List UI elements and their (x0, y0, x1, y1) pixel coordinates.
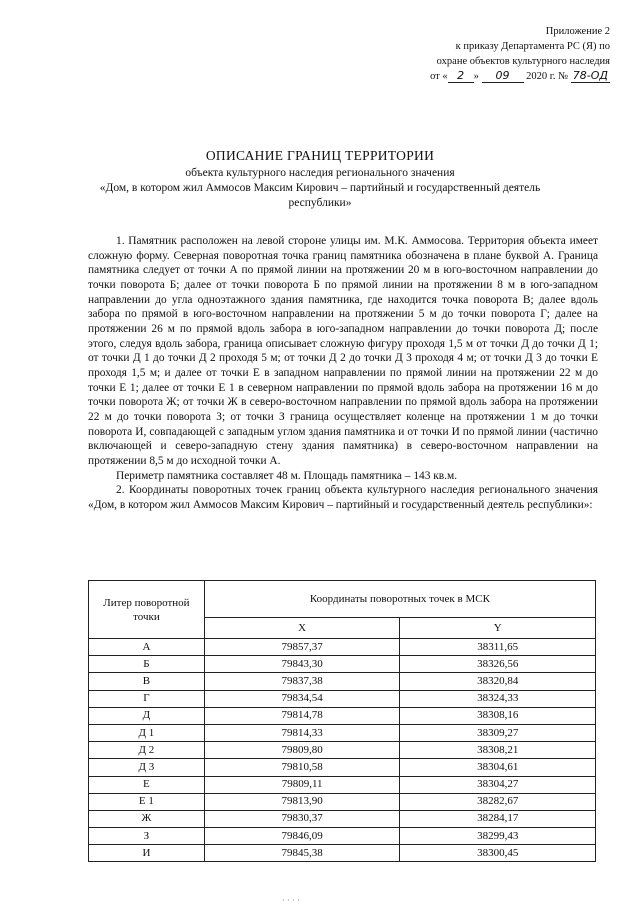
header-x: X (204, 618, 400, 639)
coordinates-table (88, 580, 596, 862)
cell-x: 79814,33 (204, 724, 400, 741)
table-row (89, 742, 596, 759)
cell-letter: Г (89, 690, 205, 707)
appendix-department: охране объектов культурного наследия (436, 56, 610, 67)
cell-x: 79809,11 (204, 776, 400, 793)
cell-x: 79843,30 (204, 656, 400, 673)
cell-letter: Е (89, 776, 205, 793)
cell-letter: А (89, 639, 205, 656)
appendix-block (310, 24, 610, 84)
cell-letter: Д 3 (89, 759, 205, 776)
appendix-order-ref: к приказу Департамента РС (Я) по (455, 41, 610, 52)
paragraph-coordinates-intro: 2. Координаты поворотных точек границ объекта культурного наследия регионального значения «Дом, в котором жил Аммосов Максим Кирович – партийный и государственный деятель республики»: (88, 484, 598, 511)
cell-x: 79813,90 (204, 793, 400, 810)
cell-y: 38324,33 (400, 690, 596, 707)
table-row (89, 828, 596, 845)
header-letter: Литер поворотной точки (89, 581, 205, 639)
table-row (89, 810, 596, 827)
header-y: Y (400, 618, 596, 639)
cell-letter: Б (89, 656, 205, 673)
paragraph-perimeter: Периметр памятника составляет 48 м. Площадь памятника – 143 кв.м. (116, 469, 458, 482)
cell-letter: В (89, 673, 205, 690)
table-row (89, 759, 596, 776)
table-row (89, 656, 596, 673)
cell-letter: Д 1 (89, 724, 205, 741)
header-coords: Координаты поворотных точек в МСК (204, 581, 595, 618)
cell-x: 79809,80 (204, 742, 400, 759)
appendix-date-line (310, 69, 610, 84)
table-row (89, 845, 596, 862)
table-row (89, 724, 596, 741)
cell-x: 79810,58 (204, 759, 400, 776)
cell-y: 38326,56 (400, 656, 596, 673)
subtitle-line-3: республики» (288, 197, 352, 209)
cell-y: 38309,27 (400, 724, 596, 741)
table-row (89, 776, 596, 793)
cell-letter: Е 1 (89, 793, 205, 810)
cell-x: 79814,78 (204, 707, 400, 724)
table-row (89, 639, 596, 656)
date-prefix: от « (430, 71, 448, 82)
date-year: 2020 г. № (526, 71, 569, 82)
document-subtitle (60, 166, 580, 211)
cell-y: 38308,16 (400, 707, 596, 724)
cell-y: 38299,43 (400, 828, 596, 845)
cell-y: 38320,84 (400, 673, 596, 690)
cell-y: 38304,61 (400, 759, 596, 776)
cell-x: 79837,38 (204, 673, 400, 690)
cell-x: 79845,38 (204, 845, 400, 862)
cell-letter: Ж (89, 810, 205, 827)
cell-x: 79834,54 (204, 690, 400, 707)
subtitle-line-2: «Дом, в котором жил Аммосов Максим Кирович – партийный и государственный деятель (99, 182, 541, 194)
cell-y: 38300,45 (400, 845, 596, 862)
cell-x: 79846,09 (204, 828, 400, 845)
cell-y: 38311,65 (400, 639, 596, 656)
order-number-handwritten: 78-ОД (572, 69, 608, 82)
footer-scan-mark: · · · · (282, 896, 300, 905)
appendix-label: Приложение 2 (545, 26, 610, 37)
document-body (88, 234, 598, 512)
table-row (89, 673, 596, 690)
date-day-handwritten: 2 (448, 70, 474, 83)
cell-letter: Д 2 (89, 742, 205, 759)
cell-y: 38282,67 (400, 793, 596, 810)
cell-y: 38304,27 (400, 776, 596, 793)
coordinates-rows (89, 639, 596, 862)
document-title: ОПИСАНИЕ ГРАНИЦ ТЕРРИТОРИИ (205, 148, 435, 163)
date-month-handwritten: 09 (482, 70, 524, 83)
cell-y: 38284,17 (400, 810, 596, 827)
paragraph-boundary-description: 1. Памятник расположен на левой стороне улицы им. М.К. Аммосова. Территория объекта имеет сложную форму. Северная поворотная точка границ памятника обозначена в плане буквой А. Граница памятника следует от точки А по прямой линии на протяжении 20 м в юго-восточном направлении до точки поворота Б; далее от точки поворота Б по прямой линии на протяжении 8 м в юго-западном направлении до угла одноэтажного здания памятника, где находится точка поворота В; далее вдоль забора по прямой в юго-восточном направлении на протяжении 5 м до точки поворота Г; далее на протяжении 26 м по прямой вдоль забора в юго-западном направлении до точки поворота Д; после этого, следуя вдоль забора, граница описывает сложную фигуру проходя 1,5 м от точки Д до точки Д 1; от точки Д 1 до точки Д 2 проходя 5 м; от точки Д 2 до точки Д 3 проходя 4 м; от точки Д 3 до точки Е проходя 1,5 м; и далее от точки Е в западном направлении по прямой линии на протяжении 22 м до точки Е 1; далее от точки Е 1 в северном направлении по прямой вдоль забора на протяжении 16 м до точки поворота Ж; от точки Ж в северо-восточном направлении по прямой вдоль забора на протяжении 22 м до точки поворота З; от точки З граница осуществляет коленце на протяжении 1 м до точки поворота И, совпадающей с западным углом здания памятника и от точки И по прямой линии (частично включающей и северо-западную стену здания памятника) в северо-восточном направлении на протяжении 8,5 м до исходной точки А. (88, 235, 598, 467)
cell-letter: З (89, 828, 205, 845)
table-row (89, 793, 596, 810)
cell-x: 79830,37 (204, 810, 400, 827)
table-row (89, 707, 596, 724)
table-row (89, 690, 596, 707)
date-mid: » (473, 71, 479, 82)
cell-y: 38308,21 (400, 742, 596, 759)
cell-x: 79857,37 (204, 639, 400, 656)
cell-letter: И (89, 845, 205, 862)
cell-letter: Д (89, 707, 205, 724)
subtitle-line-1: объекта культурного наследия регионального значения (185, 167, 455, 179)
